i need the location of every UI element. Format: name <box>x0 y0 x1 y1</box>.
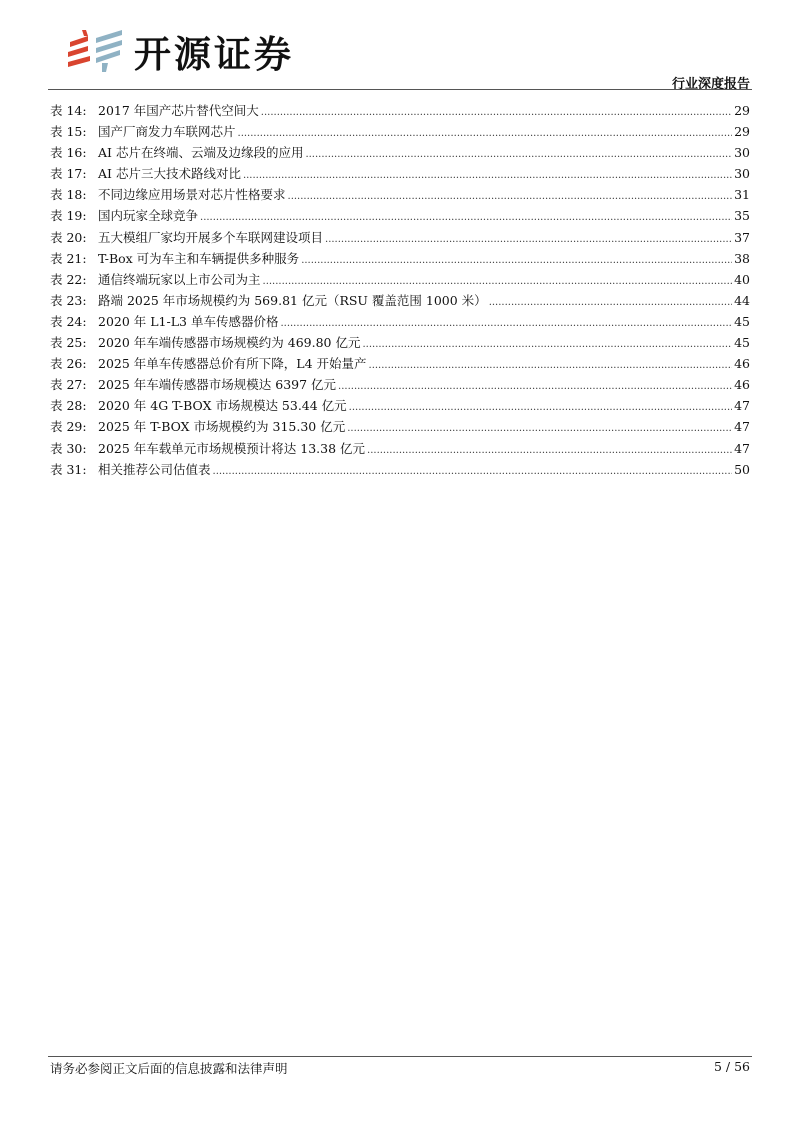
toc-label: 表 23: <box>50 292 87 308</box>
toc-leader-dots <box>280 313 732 334</box>
toc-page: 47 <box>734 440 750 456</box>
toc-title[interactable]: 路端 2025 年市场规模约为 569.81 亿元（RSU 覆盖范围 1000 米） <box>98 292 487 308</box>
toc-leader-dots <box>362 334 732 355</box>
toc-label: 表 19: <box>50 208 87 224</box>
toc-title[interactable]: 2025 年车载单元市场规模预计将达 13.38 亿元 <box>98 440 366 456</box>
toc-leader-dots <box>213 461 733 482</box>
toc-title[interactable]: 2020 年 4G T-BOX 市场规模达 53.44 亿元 <box>98 398 347 414</box>
toc-entry[interactable] <box>50 332 750 353</box>
toc-page: 47 <box>734 398 750 414</box>
toc-title[interactable]: 2025 年 T-BOX 市场规模约为 315.30 亿元 <box>98 419 346 435</box>
toc-page: 44 <box>734 292 750 308</box>
toc-page: 45 <box>734 335 750 351</box>
footer-divider <box>48 1056 752 1057</box>
toc-page: 29 <box>734 103 750 118</box>
toc-entry[interactable] <box>50 311 750 332</box>
table-of-tables <box>50 100 750 480</box>
toc-label: 表 28: <box>50 398 87 414</box>
toc-label: 表 30: <box>50 440 87 456</box>
toc-entry[interactable] <box>50 374 750 395</box>
toc-label: 表 16: <box>50 145 87 161</box>
toc-page: 50 <box>734 461 750 477</box>
toc-label: 表 26: <box>50 356 87 372</box>
toc-title[interactable]: 2025 年车端传感器市场规模达 6397 亿元 <box>98 377 337 393</box>
toc-page: 46 <box>734 356 750 372</box>
toc-page: 30 <box>734 166 750 182</box>
toc-entry[interactable] <box>50 290 750 311</box>
toc-entry[interactable] <box>50 142 750 163</box>
toc-page: 38 <box>734 250 750 266</box>
toc-entry[interactable] <box>50 395 750 416</box>
toc-label: 表 20: <box>50 229 87 245</box>
toc-label: 表 27: <box>50 377 87 393</box>
toc-entry[interactable] <box>50 438 750 459</box>
toc-page: 31 <box>734 187 750 203</box>
toc-leader-dots <box>243 165 732 186</box>
toc-page: 29 <box>734 124 750 140</box>
toc-title[interactable]: 2017 年国产芯片替代空间大 <box>98 103 259 118</box>
toc-leader-dots <box>238 123 733 144</box>
toc-label: 表 18: <box>50 187 87 203</box>
header-divider <box>48 89 752 90</box>
toc-label: 表 31: <box>50 461 87 477</box>
toc-leader-dots <box>338 376 732 397</box>
toc-entry[interactable] <box>50 163 750 184</box>
toc-label: 表 15: <box>50 124 87 140</box>
toc-leader-dots <box>288 186 733 207</box>
toc-entry[interactable] <box>50 248 750 269</box>
toc-title[interactable]: 国内玩家全球竞争 <box>98 208 199 224</box>
toc-entry[interactable] <box>50 100 750 121</box>
toc-entry[interactable] <box>50 269 750 290</box>
toc-entry[interactable] <box>50 205 750 226</box>
disclaimer-note: 请务必参阅正文后面的信息披露和法律声明 <box>50 1061 288 1076</box>
toc-label: 表 21: <box>50 250 87 266</box>
toc-entry[interactable] <box>50 121 750 142</box>
toc-leader-dots <box>261 102 732 123</box>
logo-mark-icon <box>66 28 124 74</box>
company-logo <box>66 24 294 78</box>
toc-title[interactable]: AI 芯片在终端、云端及边缘段的应用 <box>98 145 304 161</box>
toc-label: 表 25: <box>50 335 87 351</box>
toc-leader-dots <box>263 271 733 292</box>
toc-leader-dots <box>349 397 732 418</box>
toc-leader-dots <box>347 418 732 439</box>
toc-title[interactable]: 2025 年单车传感器总价有所下降，L4 开始量产 <box>98 356 367 372</box>
toc-title[interactable]: 相关推荐公司估值表 <box>98 461 211 477</box>
toc-title[interactable]: 不同边缘应用场景对芯片性格要求 <box>98 187 286 203</box>
toc-title[interactable]: AI 芯片三大技术路线对比 <box>98 166 241 182</box>
toc-page: 47 <box>734 419 750 435</box>
page-number: 5 / 56 <box>713 1059 750 1074</box>
toc-label: 表 29: <box>50 419 87 435</box>
toc-entry[interactable] <box>50 459 750 480</box>
toc-entry[interactable] <box>50 227 750 248</box>
toc-label: 表 17: <box>50 166 87 182</box>
toc-entry[interactable] <box>50 353 750 374</box>
toc-label: 表 14: <box>50 103 87 118</box>
toc-page: 35 <box>734 208 750 224</box>
toc-label: 表 22: <box>50 271 87 287</box>
toc-page: 46 <box>734 377 750 393</box>
toc-title[interactable]: 2020 年车端传感器市场规模约为 469.80 亿元 <box>98 335 361 351</box>
toc-leader-dots <box>325 229 732 250</box>
toc-entry[interactable] <box>50 416 750 437</box>
toc-title[interactable]: 五大模组厂家均开展多个车联网建设项目 <box>98 229 324 245</box>
report-type: 行业深度报告 <box>671 77 750 92</box>
toc-leader-dots <box>305 144 732 165</box>
toc-page: 40 <box>734 271 750 287</box>
toc-title[interactable]: 国产厂商发力车联网芯片 <box>98 124 236 140</box>
toc-title[interactable]: 通信终端玩家以上市公司为主 <box>98 271 261 287</box>
brand-name: 开源证券 <box>134 33 294 76</box>
toc-leader-dots <box>301 250 732 271</box>
toc-title[interactable]: 2020 年 L1-L3 单车传感器价格 <box>98 313 279 329</box>
toc-entry[interactable] <box>50 184 750 205</box>
toc-leader-dots <box>200 207 732 228</box>
toc-leader-dots <box>369 355 733 376</box>
toc-page: 30 <box>734 145 750 161</box>
toc-leader-dots <box>489 292 732 313</box>
toc-title[interactable]: T-Box 可为车主和车辆提供多种服务 <box>98 250 300 266</box>
toc-label: 表 24: <box>50 313 87 329</box>
toc-leader-dots <box>367 440 732 461</box>
toc-page: 45 <box>734 313 750 329</box>
toc-page: 37 <box>734 229 750 245</box>
